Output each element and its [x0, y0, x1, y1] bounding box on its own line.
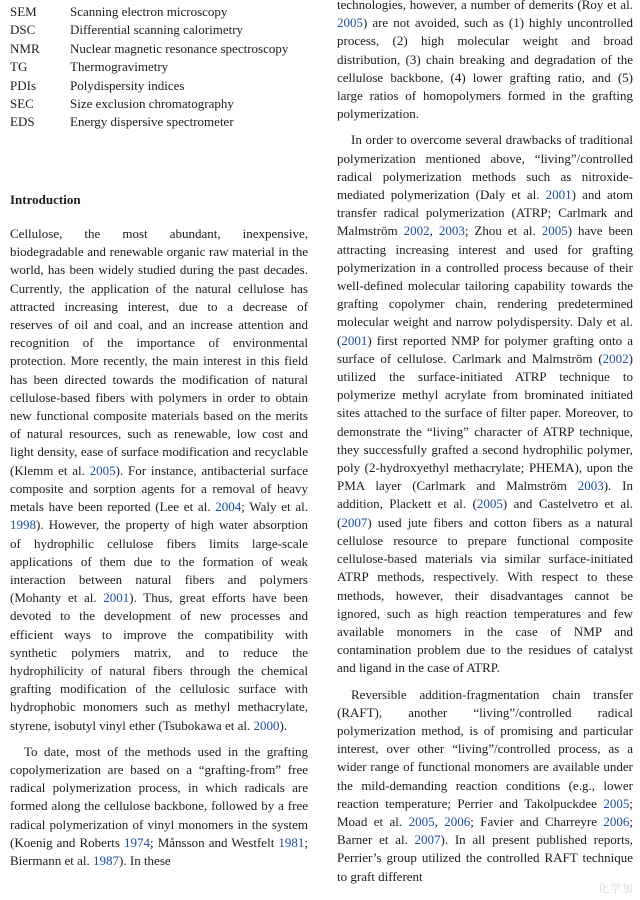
- paragraph-text: ) used jute fibers and cotton fibers as a natural cellulose resource to prepare functional composite cellulose-based materials via similar surface-initiated ATRP methods, respectively. With respect to these methods, however, their disadvantages cannot be ignored, such as high reaction temperatures and few available monomers in the case of NMP and contamination problem due to the residues of catalyst and ligand in the case of ATRP.: [337, 514, 633, 676]
- paragraph-text: ) have been attracting increasing interest and used for grafting polymerization in a controlled process because of their well-defined molecular tailoring capability towards the grafting copolymer chain, rendering predetermined molecular weight and narrow polydispersity. Daly et al. (: [337, 223, 633, 348]
- citation-link[interactable]: 2005: [476, 496, 503, 512]
- abbreviation: PDIs: [10, 77, 37, 93]
- paragraph-text: ) and atom transfer radical polymerization (ATRP; Carlmark and Malmström: [337, 187, 634, 239]
- citation-link[interactable]: 2004: [215, 499, 242, 515]
- citation-link[interactable]: 2002: [403, 223, 430, 239]
- abbreviation-term: Thermogravimetry: [70, 59, 169, 75]
- citation-link[interactable]: 2007: [341, 514, 368, 530]
- paragraph-text: ; Moad et al.: [337, 795, 633, 829]
- citation-link[interactable]: 2006: [603, 813, 630, 829]
- abbreviation: EDS: [10, 114, 35, 130]
- paragraph-text: technologies, however, a number of demerits (Roy et al.: [337, 0, 633, 12]
- left-column: [10, 0, 308, 870]
- body-paragraph: [337, 0, 633, 123]
- paragraph-text: To date, most of the methods used in the grafting copolymerization are based on a “grafting-from” free radical polymerization process, in which radicals are formed along the cellulose backbone, followed by a free radical polymerization of vinyl monomers in the system (Koenig and Roberts: [10, 743, 308, 850]
- abbreviation-row: [10, 95, 308, 113]
- body-paragraph: [10, 743, 308, 870]
- abbreviation: TG: [10, 59, 28, 75]
- left-body-text: [10, 225, 308, 870]
- abbreviation-row: [10, 58, 308, 76]
- paragraph-text: ; Zhou et al.: [464, 223, 542, 239]
- abbreviation-row: [10, 21, 308, 39]
- right-body-text: [337, 0, 633, 886]
- paragraph-text: ). For instance, antibacterial surface composite and sorption agents for a removal of heavy metals have been reported (Lee et al.: [10, 462, 308, 515]
- citation-link[interactable]: 2005: [541, 223, 568, 239]
- abbreviation: SEC: [10, 96, 34, 112]
- abbreviation-row: [10, 3, 308, 21]
- paragraph-text: ; Waly et al.: [241, 499, 308, 515]
- citation-link[interactable]: 2001: [341, 332, 368, 348]
- paragraph-text: ) are not avoided, such as (1) highly uncontrolled process, (2) high molecular weight and broad distribution, (3) chain breaking and degradation of the cellulose backbone, (4) lower grafting ratio, and (5) large ratios of homopolymers formed in the grafting polymerization.: [337, 15, 633, 122]
- right-column: [337, 0, 633, 886]
- abbreviation-row: [10, 77, 308, 95]
- citation-link[interactable]: 2007: [414, 832, 441, 848]
- citation-link[interactable]: 1974: [124, 834, 151, 850]
- abbreviation-term: Differential scanning calorimetry: [70, 22, 244, 38]
- paragraph-text: Cellulose, the most abundant, inexpensive, biodegradable and renewable organic raw material in the world, has been widely studied during the past decades. Currently, the application of the natural cellulose has attracted increasing interest, due to a decrease of reserves of oil and coal, and an increase attention and recognition of the importance of environmental protection. More recently, the main interest in this field has been directed towards the modification of natural cellulose-based fibers with polymers in order to obtain new functional composite materials based on the merits of natural resources, such as renewable, low cost and light density, ease of surface modification and recyclable (Klemm et al.: [10, 226, 308, 478]
- paragraph-text: ; Månsson and Westfelt: [150, 834, 279, 850]
- abbreviation-term: Polydispersity indices: [70, 77, 185, 93]
- paragraph-text: ). In all present published reports, Perrier’s group utilized the controlled RAFT technique to graft different: [337, 832, 633, 884]
- paragraph-text: ) and Castelvetro et al. (: [337, 496, 633, 530]
- abbreviation-row: [10, 113, 308, 131]
- citation-link[interactable]: 2005: [337, 15, 363, 31]
- paragraph-text: ,: [429, 223, 439, 239]
- abbreviation-term: Nuclear magnetic resonance spectroscopy: [70, 40, 289, 56]
- abbreviation: NMR: [10, 40, 40, 56]
- citation-link[interactable]: 2001: [545, 187, 572, 203]
- citation-link[interactable]: 2006: [444, 813, 471, 829]
- paragraph-text: In order to overcome several drawbacks of traditional polymerization mentioned above, “living”/controlled radical polymerization methods such as nitroxide-mediated polymerization (Daly et al.: [337, 132, 633, 203]
- abbreviation-term: Size exclusion chromatography: [70, 96, 234, 112]
- watermark: 化学加: [598, 882, 634, 895]
- citation-link[interactable]: 2000: [253, 717, 280, 733]
- abbreviation-term: Energy dispersive spectrometer: [70, 114, 234, 130]
- citation-link[interactable]: 2003: [577, 478, 604, 494]
- citation-link[interactable]: 1981: [278, 834, 305, 850]
- paragraph-text: ).: [279, 717, 288, 733]
- paragraph-text: ). Thus, great efforts have been devoted to the development of new processes and efficient ways to improve the compatibility with synthetic polymers matrix, and to reduce the hydrophilicity of natural fibers through the chemical grafting modification of the cellulosic surface with hydrophobic monomers such as methyl methacrylate, styrene, isobutyl vinyl ether (Tsubokawa et al.: [10, 590, 308, 733]
- paragraph-text: ). However, the property of high water absorption of hydrophilic cellulose fibers limits large-scale applications of them due to the formation of weak interaction between natural fibers and polymers (Mohanty et al.: [10, 517, 308, 606]
- paragraph-text: Reversible addition-fragmentation chain transfer (RAFT), another “living”/controlled radical polymerization method, is of promising and particular interest, over other “living”/controlled process, as a wider range of functional monomers are available under the mild-demanding reaction conditions (e.g., lower reaction temperature; Perrier and Takolpuckdee: [337, 686, 633, 811]
- paragraph-text: ,: [434, 813, 445, 829]
- citation-link[interactable]: 2005: [89, 462, 116, 478]
- citation-link[interactable]: 2003: [438, 223, 465, 239]
- citation-link[interactable]: 1998: [10, 517, 36, 533]
- paragraph-text: ; Biermann et al.: [10, 834, 308, 868]
- citation-link[interactable]: 2005: [603, 795, 630, 811]
- paragraph-text: ). In these: [119, 852, 171, 868]
- citation-link[interactable]: 2001: [103, 590, 130, 606]
- section-heading: Introduction: [10, 191, 81, 207]
- paragraph-text: ; Favier and Charreyre: [470, 813, 604, 829]
- body-paragraph: [337, 686, 633, 886]
- abbreviation: DSC: [10, 22, 36, 38]
- paragraph-text: ; Barner et al.: [337, 813, 634, 848]
- abbreviation-term: Scanning electron microscopy: [70, 4, 228, 19]
- paragraph-text: ) utilized the surface-initiated ATRP technique to polymerize methyl acrylate from brominated initiated sites attached to the surface of filter paper. Moreover, to demonstrate the “living” character of ATRP technique, they successfully grafted a second hydrophilic polymer, poly (2-hydroxyethyl methacrylate; PHEMA), upon the PMA layer (Carlmark and Malmström: [337, 350, 633, 494]
- body-paragraph: [337, 131, 633, 677]
- abbreviation-row: [10, 40, 308, 58]
- citation-link[interactable]: 2005: [408, 813, 435, 829]
- citation-link[interactable]: 2002: [602, 350, 629, 366]
- body-paragraph: [10, 225, 308, 735]
- paragraph-text: ). In addition, Plackett et al. (: [337, 478, 633, 512]
- abbreviation: SEM: [10, 4, 37, 19]
- paragraph-text: ) first reported NMP for polymer grafting onto a surface of cellulose. Carlmark and Malmström (: [337, 332, 633, 366]
- abbreviation-list: [10, 0, 308, 132]
- citation-link[interactable]: 1987: [93, 852, 120, 868]
